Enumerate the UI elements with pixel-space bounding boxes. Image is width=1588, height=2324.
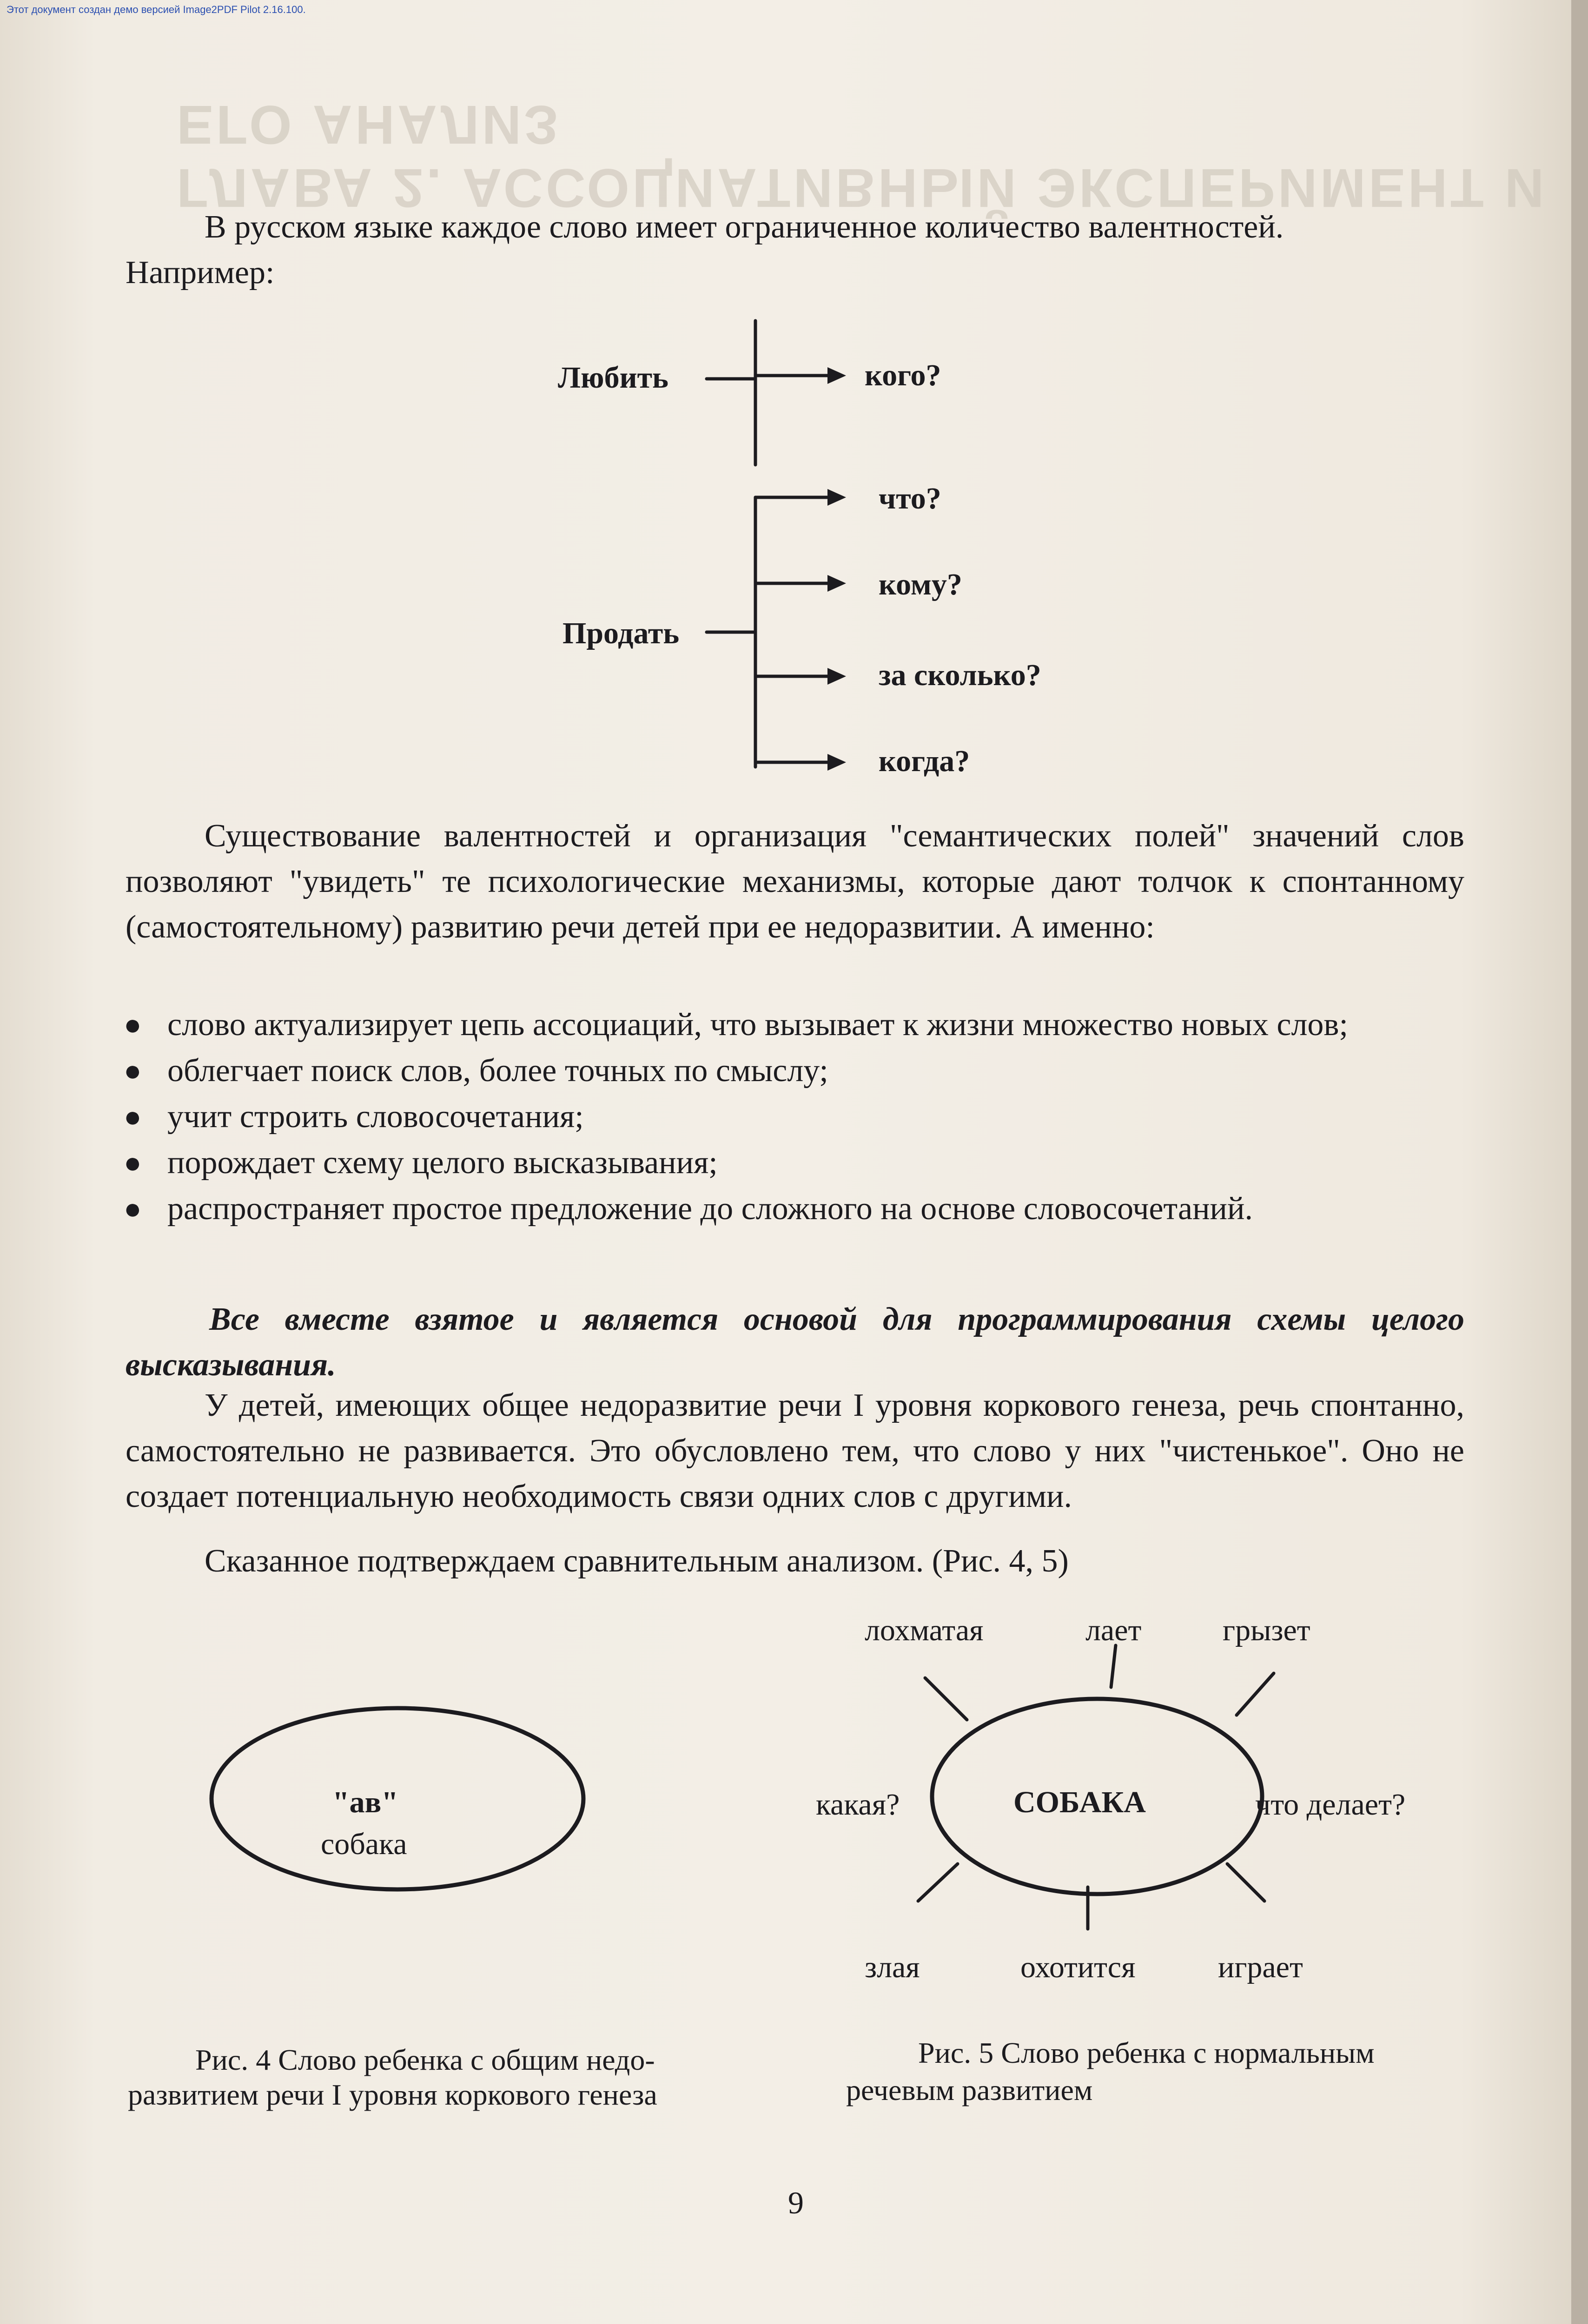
question-komu: кому? bbox=[879, 568, 962, 601]
fig4-caption-2: развитием речи I уровня коркового генеза bbox=[128, 2078, 657, 2111]
bullet-item: ● учит строить словосочетания; bbox=[121, 1094, 1469, 1140]
question-za-skolko: за сколько? bbox=[879, 658, 1041, 692]
bleed-through-heading: ГЛАВА 2. АССОЦИАТИВНЫЙ ЭКСПЕРИМЕНТ И ЕГО АНАЛИЗ bbox=[177, 94, 1547, 218]
converter-watermark[interactable]: Этот документ создан демо версией Image2PDF Pilot 2.16.100. bbox=[7, 4, 306, 15]
verb-prodat: Продать bbox=[562, 616, 680, 650]
paragraph-2: У детей, имеющих общее недоразвитие речи I уровня коркового генеза, речь спонтанно, самостоятельно не развивается. Это обусловлено тем, что слово у них "чистенькое". Оно не создает потенциальную необходимость связи одних слов с другими. bbox=[126, 1387, 1464, 1514]
ray-bottom-right bbox=[1227, 1864, 1264, 1901]
fig5-caption-2: речевым развитием bbox=[846, 2073, 1093, 2106]
fig5-center-word: СОБАКА bbox=[1013, 1785, 1146, 1819]
question-kogo: кого? bbox=[865, 358, 941, 392]
fig4-sub: собака bbox=[321, 1827, 407, 1861]
emphasis-statement: Все вместе взятое и является основой для программирования схемы целого высказывания. bbox=[126, 1301, 1464, 1383]
question-chto: что? bbox=[879, 482, 941, 515]
paragraph-1: Существование валентностей и организация "семантических полей" значений слов позволяют "увидеть" те психологические механизмы, которые дают толчок к спонтанному (самостоятельному) развитию речи детей при ее недоразвитии. А именно: bbox=[126, 818, 1464, 945]
question-kogda: когда? bbox=[879, 744, 970, 778]
bullet-item: ● распространяет простое предложение до сложного на основе словосочетаний. bbox=[121, 1186, 1469, 1232]
bullet-item: ● слово актуализирует цепь ассоциаций, что вызывает к жизни множество новых слов; bbox=[121, 1002, 1469, 1048]
fig5-bottom-word: играет bbox=[1218, 1950, 1303, 1984]
fig5-right-word: что делает? bbox=[1255, 1788, 1406, 1822]
fig5-left-word: какая? bbox=[816, 1788, 900, 1822]
intro-line-2: Например: bbox=[126, 255, 275, 290]
intro-line-1: В русском языке каждое слово имеет ограниченное количество валентностей. bbox=[205, 209, 1284, 245]
fig5-top-word: лает bbox=[1085, 1613, 1142, 1647]
verb-lyubit: Любить bbox=[558, 361, 668, 395]
paragraph-3: Сказанное подтверждаем сравнительным анализом. (Рис. 4, 5) bbox=[205, 1543, 1069, 1579]
fig5-bottom-word: злая bbox=[865, 1950, 920, 1984]
page-number: 9 bbox=[788, 2185, 804, 2220]
fig4-caption-1: Рис. 4 Слово ребенка с общим недо- bbox=[195, 2043, 655, 2076]
bullet-item: ● порождает схему целого высказывания; bbox=[121, 1140, 1469, 1186]
fig5-caption-1: Рис. 5 Слово ребенка с нормальным bbox=[918, 2036, 1375, 2069]
bullet-item: ● облегчает поиск слов, более точных по смыслу; bbox=[121, 1048, 1469, 1094]
ray-bottom-left bbox=[918, 1864, 958, 1901]
fig5-bottom-word: охотится bbox=[1020, 1950, 1136, 1984]
fig5-top-word: лохматая bbox=[865, 1613, 984, 1647]
fig5-top-word: грызет bbox=[1223, 1613, 1310, 1647]
ray-top-left bbox=[925, 1678, 967, 1720]
fig4-word: "ав" bbox=[332, 1785, 398, 1819]
ray-top bbox=[1111, 1645, 1116, 1687]
ray-top-right bbox=[1237, 1673, 1274, 1715]
